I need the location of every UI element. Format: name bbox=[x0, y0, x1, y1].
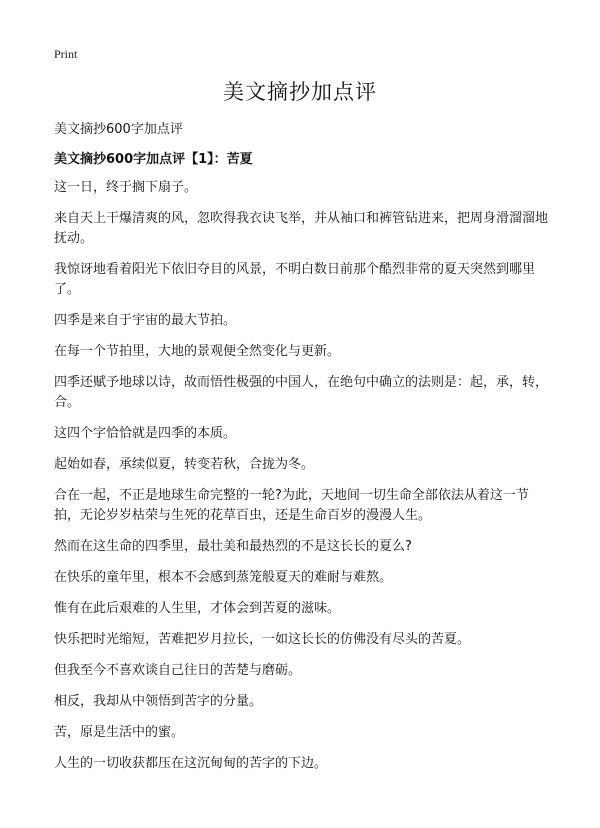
paragraph: 惟有在此后艰难的人生里，才体会到苦夏的滋味。 bbox=[54, 601, 341, 616]
document-title: 美文摘抄加点评 bbox=[223, 80, 377, 104]
paragraph: 相反，我却从中领悟到苦字的分量。 bbox=[54, 694, 263, 709]
paragraph: 这四个字恰恰就是四季的本质。 bbox=[54, 426, 237, 441]
paragraph: 四季是来自于宇宙的最大节拍。 bbox=[54, 313, 237, 328]
article-body bbox=[54, 178, 554, 785]
paragraph: 在每一个节拍里，大地的景观便全然变化与更新。 bbox=[54, 344, 341, 359]
paragraph: 人生的一切收获都压在这沉甸甸的苦字的下边。 bbox=[54, 756, 328, 771]
paragraph: 来自天上干爆清爽的风，忽吹得我衣诀飞举，并从袖口和裤管钻进来，把周身滑溜溜地抚动。 bbox=[54, 211, 549, 246]
paragraph: 这一日，终于搁下扇子。 bbox=[54, 180, 198, 195]
paragraph: 苦，原是生活中的蜜。 bbox=[54, 725, 185, 740]
document-subtitle: 美文摘抄600字加点评 bbox=[54, 122, 183, 137]
paragraph: 四季还赋予地球以诗，故而悟性极强的中国人，在绝句中确立的法则是：起，承，转，合。 bbox=[54, 375, 549, 410]
paragraph: 起始如春，承续似夏，转变若秋，合拢为冬。 bbox=[54, 457, 315, 472]
paragraph: 在快乐的童年里，根本不会感到蒸笼般夏天的难耐与难熬。 bbox=[54, 570, 393, 585]
print-link[interactable]: Print bbox=[54, 47, 78, 61]
section-heading: 美文摘抄600字加点评【1】：苦夏 bbox=[54, 152, 253, 167]
paragraph: 然而在这生命的四季里，最壮美和最热烈的不是这长长的夏么? bbox=[54, 539, 412, 554]
paragraph: 但我至今不喜欢谈自己往日的苦楚与磨砺。 bbox=[54, 663, 302, 678]
paragraph: 我惊讶地看着阳光下依旧夺目的风景，不明白数日前那个酷烈非常的夏天突然到哪里了。 bbox=[54, 262, 536, 297]
paragraph: 快乐把时光缩短，苦难把岁月拉长，一如这长长的仿佛没有尽头的苦夏。 bbox=[54, 632, 471, 647]
paragraph: 合在一起，不正是地球生命完整的一轮?为此，天地间一切生命全部依法从着这一节拍，无论岁岁枯荣与生死的花草百虫，还是生命百岁的漫漫人生。 bbox=[54, 488, 529, 523]
